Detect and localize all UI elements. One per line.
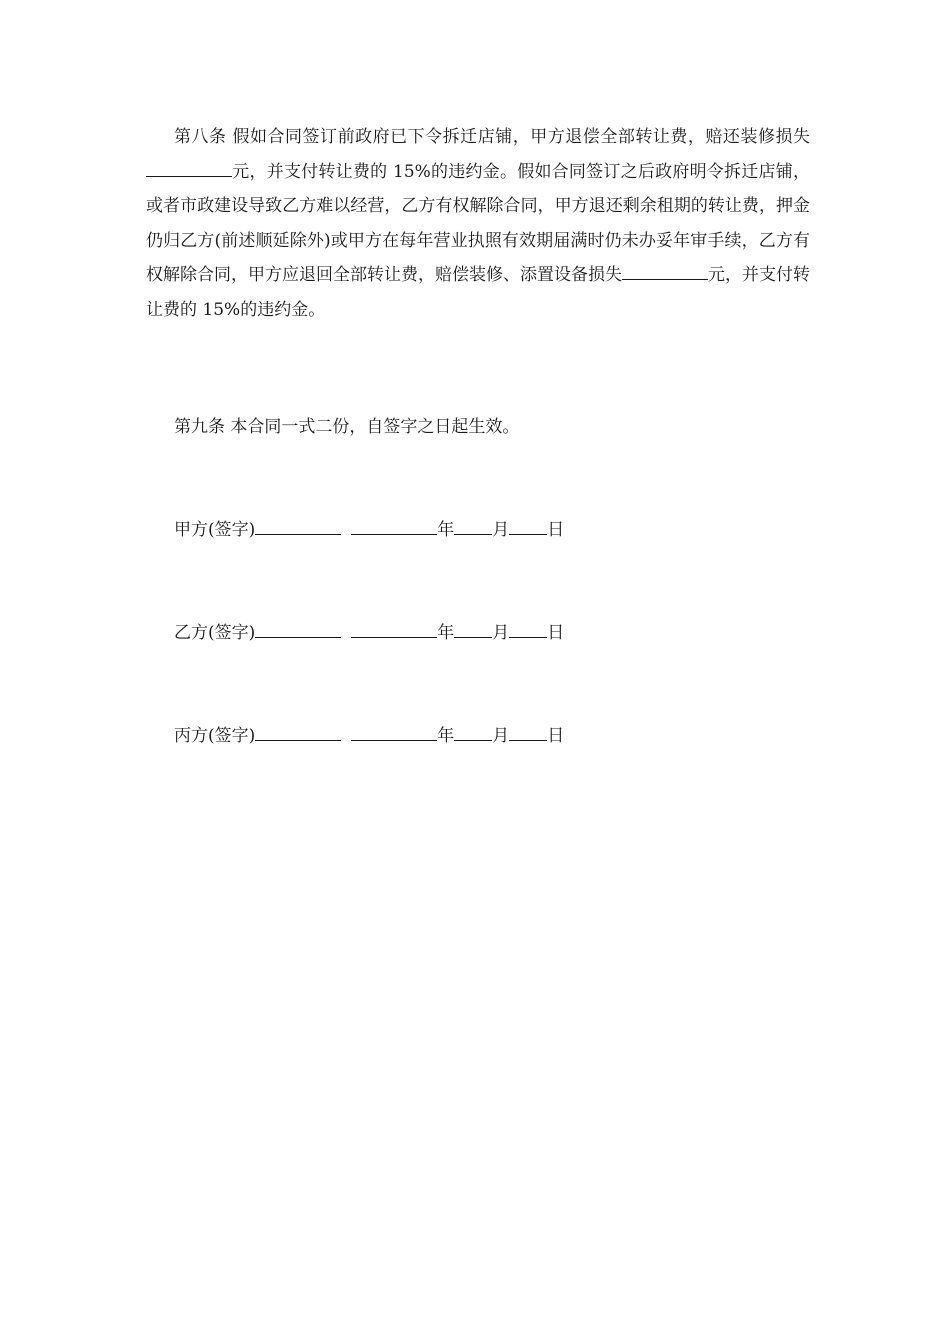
day-blank[interactable] [509, 516, 547, 535]
year-blank[interactable] [351, 516, 437, 535]
month-blank[interactable] [454, 516, 492, 535]
month-label: 月 [492, 726, 510, 746]
year-label: 年 [437, 520, 455, 540]
day-blank[interactable] [509, 722, 547, 741]
day-label: 日 [547, 623, 565, 643]
article-8-text-part3: 元，并支付转让费的 15%的违约金。 [146, 265, 810, 320]
signature-line-party-c [174, 719, 564, 753]
article-9-text: 第九条 本合同一式二份，自签字之日起生效。 [174, 417, 520, 437]
month-label: 月 [492, 520, 510, 540]
year-label: 年 [437, 623, 455, 643]
signature-label: 丙方(签字) [174, 726, 256, 746]
article-8-paragraph [146, 120, 810, 327]
signature-line-party-b [174, 616, 564, 650]
article-9-paragraph [146, 410, 810, 445]
day-label: 日 [547, 726, 565, 746]
year-blank[interactable] [351, 722, 437, 741]
day-label: 日 [547, 520, 565, 540]
year-label: 年 [437, 726, 455, 746]
day-blank[interactable] [509, 619, 547, 638]
signature-blank[interactable] [255, 619, 341, 638]
month-blank[interactable] [454, 722, 492, 741]
article-8-text-part1: 第八条 假如合同签订前政府已下令拆迁店铺，甲方退偿全部转让费，赔还装修损失 [174, 127, 810, 147]
signature-blank[interactable] [255, 516, 341, 535]
fill-blank-equipment-loss[interactable] [622, 261, 708, 280]
signature-line-party-a [174, 513, 564, 547]
fill-blank-decoration-loss[interactable] [146, 158, 232, 177]
month-blank[interactable] [454, 619, 492, 638]
month-label: 月 [492, 623, 510, 643]
article-8-text-part2: 元，并支付转让费的 15%的违约金。假如合同签订之后政府明令拆迁店铺，或者市政建设导致乙方难以经营，乙方有权解除合同，甲方退还剩余租期的转让费，押金仍归乙方(前述顺延除外)或甲方在每年营业执照有效期届满时仍未办妥年审手续，乙方有权解除合同，甲方应退回全部转让费，赔偿装修、添置设备损失 [146, 161, 810, 285]
signature-blank[interactable] [255, 722, 341, 741]
year-blank[interactable] [351, 619, 437, 638]
signature-label: 乙方(签字) [174, 623, 256, 643]
signature-label: 甲方(签字) [174, 520, 256, 540]
